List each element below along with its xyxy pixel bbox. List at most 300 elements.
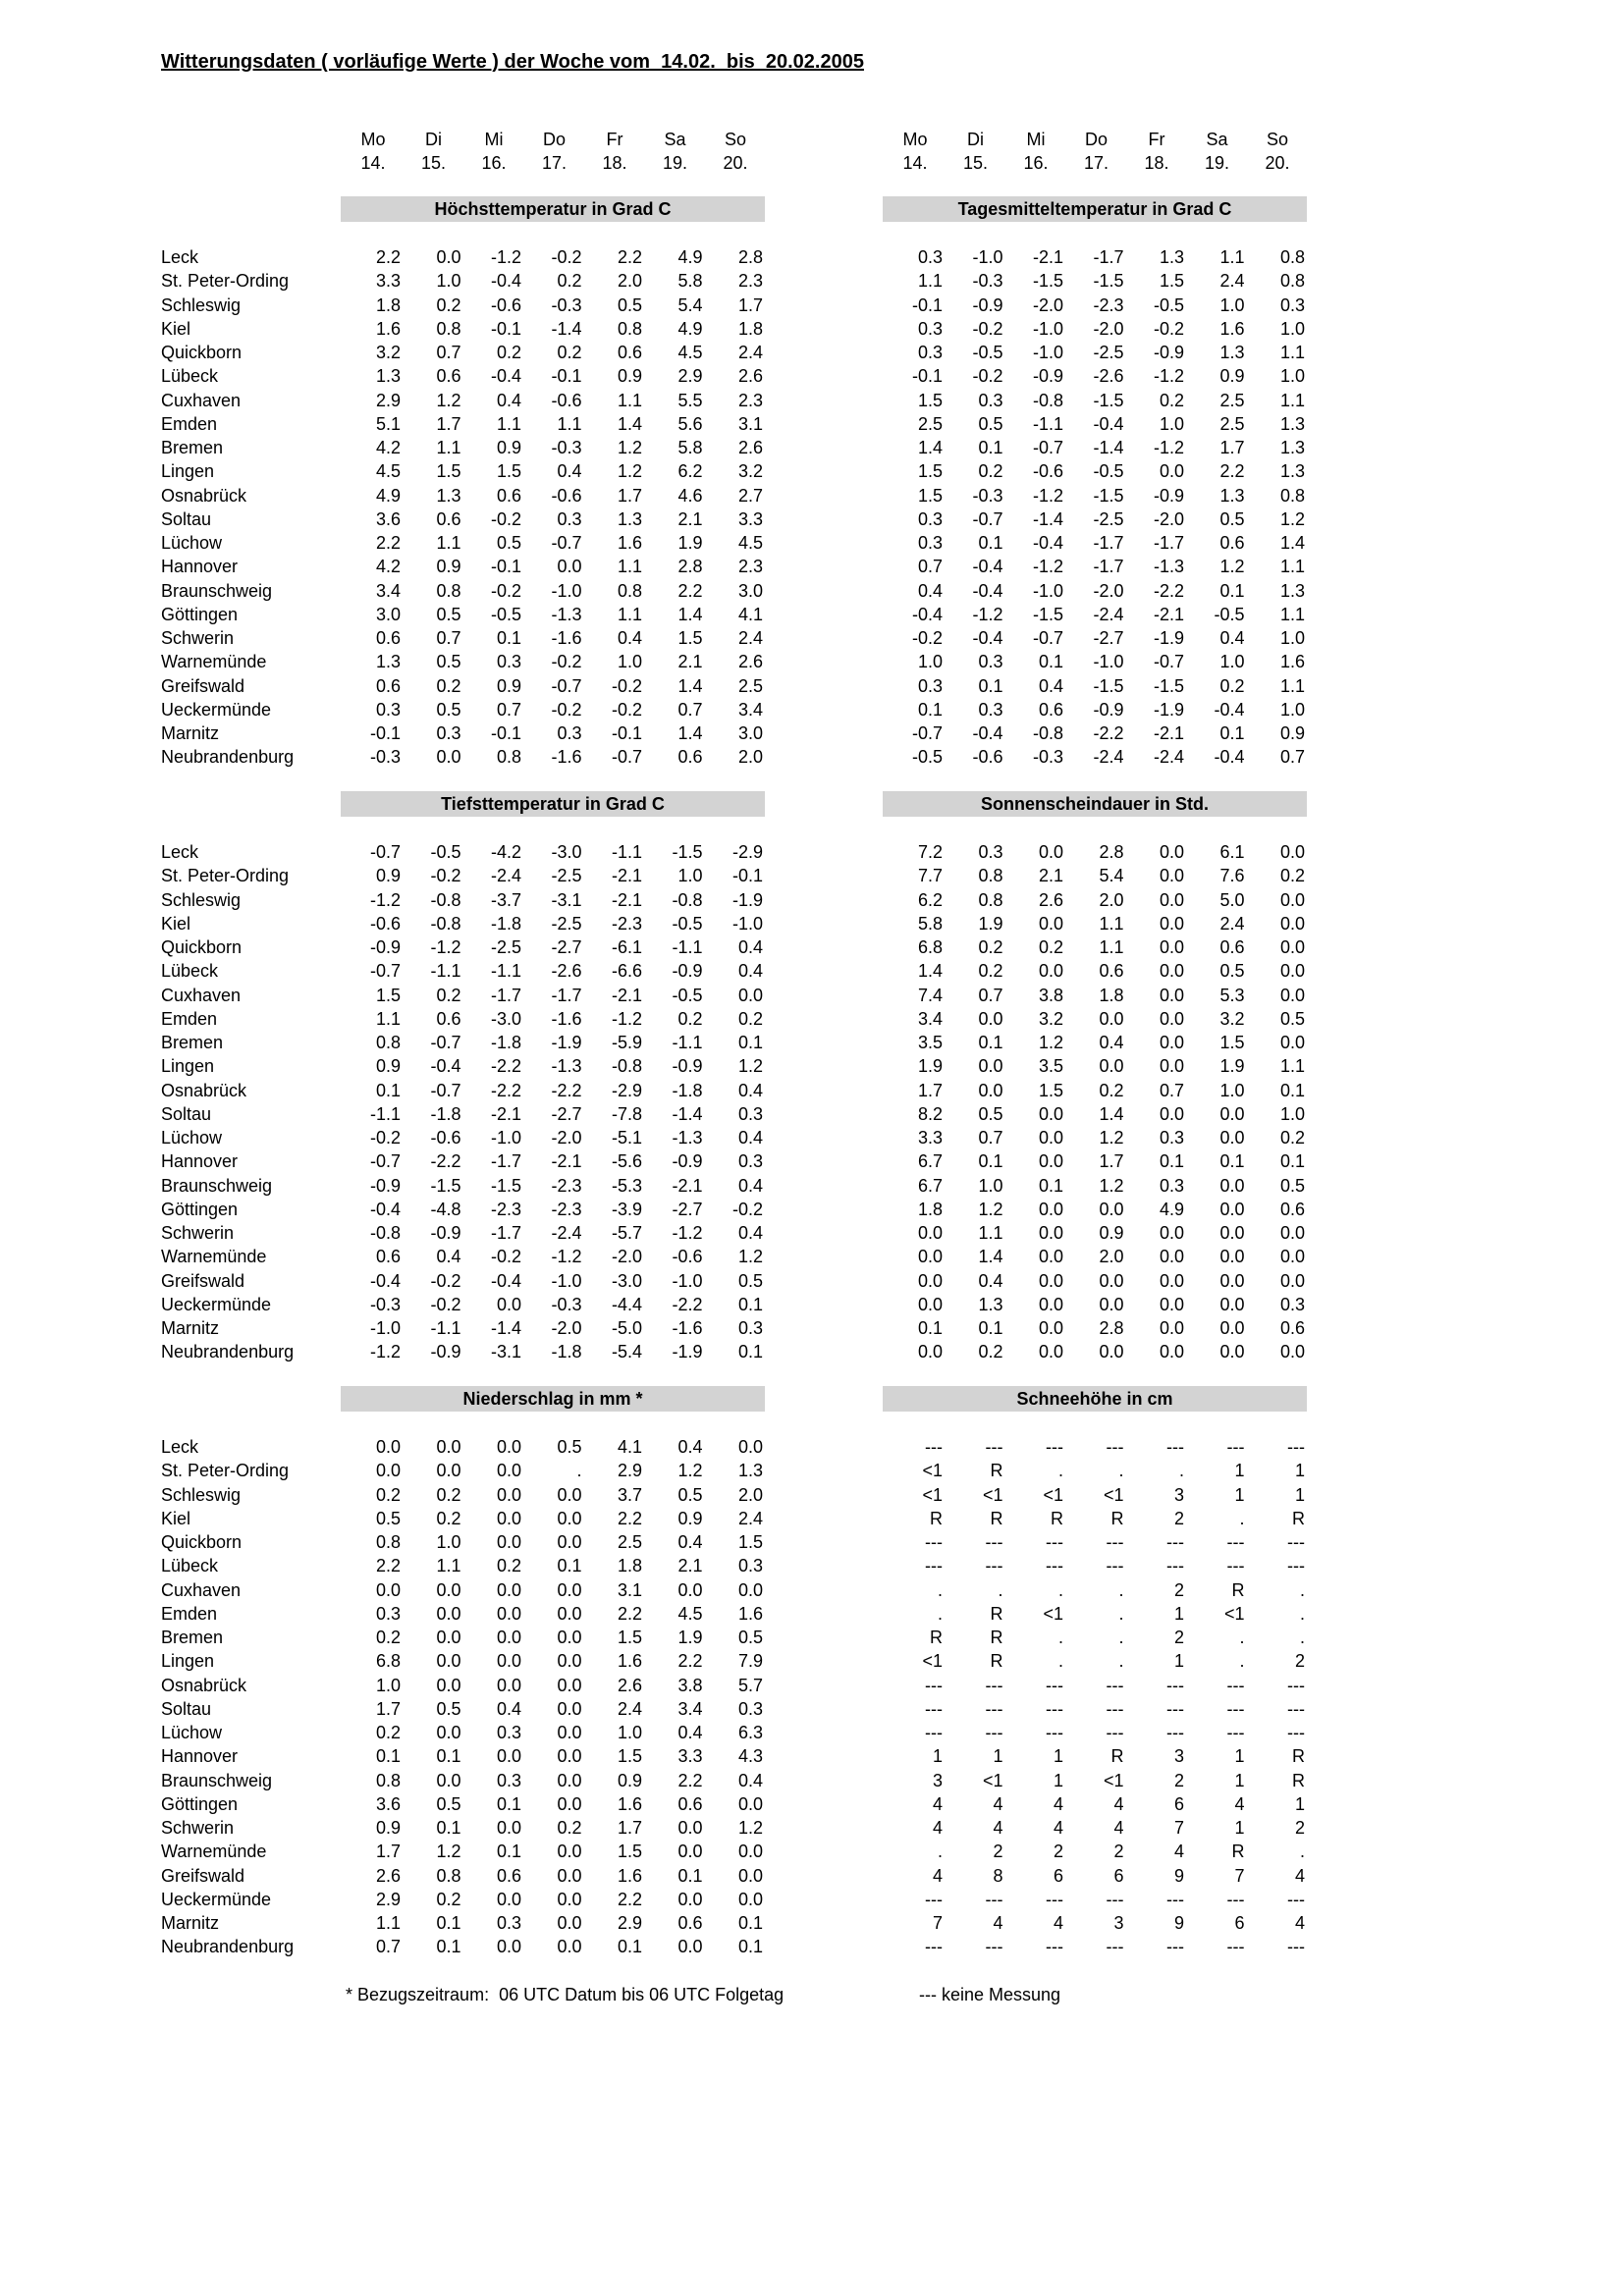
table-cell: 0.9 bbox=[1099, 1223, 1124, 1243]
table-cell: --- bbox=[1046, 1532, 1063, 1552]
table-cell: -3.1 bbox=[490, 1342, 521, 1362]
table-cell: 0.0 bbox=[557, 1889, 582, 1909]
table-cell: --- bbox=[1166, 1937, 1184, 1957]
table-cell: -3.7 bbox=[490, 889, 521, 910]
table-cell: 0.1 bbox=[375, 1080, 401, 1100]
footnote-no-measurement: --- keine Messung bbox=[919, 1985, 1061, 2004]
table-cell: -1.9 bbox=[1153, 699, 1184, 720]
table-cell: 0.0 bbox=[737, 1579, 763, 1600]
table-cell: -0.9 bbox=[1093, 699, 1124, 720]
table-cell: 1.7 bbox=[436, 413, 461, 434]
table-cell: . bbox=[1118, 1603, 1124, 1624]
table-cell: 0.2 bbox=[436, 1889, 461, 1909]
table-cell: 1.4 bbox=[617, 413, 642, 434]
table-cell: --- bbox=[985, 1437, 1003, 1457]
table-cell: 0.1 bbox=[978, 1318, 1003, 1338]
table-cell: 2.0 bbox=[1099, 1247, 1124, 1267]
table-cell: 4 bbox=[1113, 1793, 1124, 1814]
table-cell: 0.3 bbox=[978, 390, 1003, 410]
table-cell: R bbox=[930, 1628, 943, 1647]
station-name: Emden bbox=[161, 1008, 218, 1029]
table-cell: -0.3 bbox=[972, 271, 1003, 292]
table-cell: -0.7 bbox=[369, 1151, 401, 1172]
table-cell: R bbox=[990, 1461, 1003, 1481]
day-label: Mo bbox=[902, 130, 928, 149]
table-cell: 0.5 bbox=[978, 413, 1003, 434]
table-cell: 4 bbox=[1053, 1793, 1063, 1814]
station-name: Soltau bbox=[161, 508, 212, 529]
table-cell: 0.2 bbox=[375, 1484, 401, 1505]
table-cell: 3.2 bbox=[737, 461, 763, 482]
table-cell: 0.0 bbox=[1159, 1247, 1184, 1267]
table-cell: 1.1 bbox=[1219, 247, 1245, 267]
table-cell: 1.3 bbox=[1219, 485, 1245, 506]
table-cell: -0.6 bbox=[551, 390, 582, 410]
table-cell: 0.1 bbox=[496, 628, 521, 648]
station-name: St. Peter-Ording bbox=[161, 271, 290, 292]
table-cell: 0.0 bbox=[1219, 1175, 1245, 1196]
table-cell: 1.5 bbox=[917, 390, 943, 410]
table-cell: 0.3 bbox=[917, 318, 943, 339]
table-cell: 4 bbox=[1113, 1818, 1124, 1838]
station-name: Osnabrück bbox=[161, 1675, 247, 1695]
table-cell: -0.7 bbox=[1032, 628, 1063, 648]
table-cell: -0.8 bbox=[1032, 390, 1063, 410]
table-cell: -0.4 bbox=[972, 580, 1003, 601]
table-cell: 3.5 bbox=[1038, 1056, 1063, 1077]
table-cell: 0.0 bbox=[496, 1628, 521, 1647]
station-name: Marnitz bbox=[161, 1913, 220, 1933]
table-cell: 0.1 bbox=[496, 1842, 521, 1862]
table-cell: -0.7 bbox=[430, 1033, 461, 1052]
station-name: Bremen bbox=[161, 438, 224, 457]
table-cell: -0.8 bbox=[430, 889, 461, 910]
table-cell: 5.0 bbox=[1219, 889, 1245, 910]
table-cell: -2.4 bbox=[551, 1223, 582, 1243]
station-name: Bremen bbox=[161, 1628, 224, 1647]
table-cell: 0.8 bbox=[375, 1033, 401, 1052]
table-cell: 0.3 bbox=[978, 842, 1003, 862]
station-name: Marnitz bbox=[161, 1318, 220, 1338]
table-cell: 1.1 bbox=[1279, 604, 1305, 624]
table-cell: 0.0 bbox=[496, 1746, 521, 1767]
table-cell: -1.4 bbox=[490, 1318, 521, 1338]
table-cell: 0.6 bbox=[1279, 1199, 1305, 1219]
table-cell: 0.0 bbox=[436, 1675, 461, 1695]
table-cell: 1.2 bbox=[737, 1818, 763, 1838]
station-name: Göttingen bbox=[161, 1793, 239, 1814]
table-cell: 0.0 bbox=[557, 1484, 582, 1505]
table-cell: . bbox=[937, 1579, 943, 1600]
table-cell: 3.3 bbox=[917, 1128, 943, 1148]
table-cell: 2.6 bbox=[1038, 889, 1063, 910]
table-cell: -0.5 bbox=[1214, 604, 1245, 624]
table-cell: --- bbox=[925, 1889, 943, 1909]
table-cell: -0.1 bbox=[490, 723, 521, 743]
table-cell: --- bbox=[1287, 1556, 1305, 1576]
table-cell: 1.2 bbox=[436, 1842, 461, 1862]
table-cell: -0.9 bbox=[672, 961, 703, 982]
day-label: So bbox=[1266, 130, 1289, 149]
date-label: 20. bbox=[723, 153, 748, 173]
table-cell: 0.0 bbox=[436, 1603, 461, 1624]
table-cell: 0.8 bbox=[617, 318, 642, 339]
table-cell: . bbox=[937, 1603, 943, 1624]
table-cell: -0.2 bbox=[430, 1270, 461, 1291]
table-cell: --- bbox=[1166, 1698, 1184, 1719]
table-cell: 0.1 bbox=[436, 1746, 461, 1767]
table-cell: -0.7 bbox=[369, 961, 401, 982]
table-cell: R bbox=[990, 1508, 1003, 1528]
table-cell: 0.4 bbox=[617, 628, 642, 648]
table-cell: 0.0 bbox=[1279, 1342, 1305, 1362]
table-cell: 1.4 bbox=[917, 438, 943, 457]
table-cell: -0.4 bbox=[1214, 699, 1245, 720]
station-name: Osnabrück bbox=[161, 485, 247, 506]
table-cell: 0.0 bbox=[496, 1508, 521, 1528]
table-cell: 0.5 bbox=[436, 1793, 461, 1814]
table-cell: -0.3 bbox=[369, 747, 401, 768]
table-cell: --- bbox=[1226, 1937, 1245, 1957]
table-cell: 0.0 bbox=[1038, 1103, 1063, 1124]
table-cell: 1.0 bbox=[375, 1675, 401, 1695]
table-cell: --- bbox=[985, 1723, 1003, 1742]
table-cell: -1.0 bbox=[490, 1128, 521, 1148]
table-cell: -2.3 bbox=[551, 1175, 582, 1196]
table-cell: -1.3 bbox=[1153, 557, 1184, 577]
table-cell: -0.7 bbox=[611, 747, 642, 768]
table-cell: 0.2 bbox=[978, 461, 1003, 482]
table-cell: -0.4 bbox=[911, 604, 943, 624]
table-cell: . bbox=[1118, 1651, 1124, 1672]
table-cell: 2.4 bbox=[737, 343, 763, 362]
station-name: Emden bbox=[161, 413, 218, 434]
table-cell: 3.6 bbox=[375, 508, 401, 529]
table-cell: . bbox=[1118, 1628, 1124, 1647]
table-cell: -0.6 bbox=[972, 747, 1003, 768]
table-cell: 0.1 bbox=[978, 675, 1003, 696]
table-cell: --- bbox=[1106, 1532, 1124, 1552]
table-cell: -3.1 bbox=[551, 889, 582, 910]
table-cell: 1.5 bbox=[617, 1628, 642, 1647]
table-cell: -2.2 bbox=[490, 1080, 521, 1100]
table-cell: 2.2 bbox=[375, 533, 401, 553]
table-cell: -1.1 bbox=[490, 961, 521, 982]
table-cell: -1.0 bbox=[672, 1270, 703, 1291]
table-cell: 0.0 bbox=[557, 1913, 582, 1933]
table-cell: 0.0 bbox=[737, 1889, 763, 1909]
table-cell: 1.3 bbox=[978, 1294, 1003, 1314]
day-label: Do bbox=[542, 130, 566, 149]
table-cell: 0.5 bbox=[617, 294, 642, 315]
table-cell: 5.3 bbox=[1219, 985, 1245, 1005]
day-label: Fr bbox=[1148, 130, 1165, 149]
table-cell: 0.6 bbox=[1219, 937, 1245, 957]
table-cell: 6 bbox=[1053, 1865, 1063, 1886]
table-cell: 0.0 bbox=[1219, 1270, 1245, 1291]
table-cell: 2.2 bbox=[375, 1556, 401, 1576]
table-cell: 1.2 bbox=[1219, 557, 1245, 577]
table-cell: 0.0 bbox=[557, 1793, 582, 1814]
table-cell: -0.2 bbox=[611, 699, 642, 720]
station-name: Lingen bbox=[161, 461, 215, 482]
table-cell: 4 bbox=[993, 1818, 1003, 1838]
table-cell: -2.5 bbox=[1093, 343, 1124, 362]
table-cell: 2.8 bbox=[1099, 842, 1124, 862]
table-cell: -1.8 bbox=[490, 913, 521, 934]
table-cell: -2.0 bbox=[1093, 580, 1124, 601]
table-cell: 3.0 bbox=[737, 580, 763, 601]
table-cell: -0.4 bbox=[1032, 533, 1063, 553]
station-name: Emden bbox=[161, 1603, 218, 1624]
table-cell: 7 bbox=[932, 1913, 943, 1933]
table-cell: 0.3 bbox=[978, 652, 1003, 672]
table-cell: 2.0 bbox=[737, 1484, 763, 1505]
table-cell: <1 bbox=[922, 1651, 943, 1672]
station-name: Leck bbox=[161, 842, 199, 862]
table-cell: 0.1 bbox=[737, 1913, 763, 1933]
station-name: St. Peter-Ording bbox=[161, 1461, 290, 1481]
station-name: Schleswig bbox=[161, 294, 242, 315]
table-cell: 3.1 bbox=[617, 1579, 642, 1600]
table-cell: 0.0 bbox=[557, 1723, 582, 1742]
table-cell: 0.0 bbox=[917, 1294, 943, 1314]
table-cell: 0.2 bbox=[1219, 675, 1245, 696]
table-cell: 1.1 bbox=[557, 413, 582, 434]
table-cell: 0.7 bbox=[677, 699, 703, 720]
table-cell: 0.6 bbox=[1099, 961, 1124, 982]
table-cell: 1.9 bbox=[917, 1056, 943, 1077]
table-cell: 1 bbox=[1294, 1793, 1305, 1814]
table-cell: 0.0 bbox=[436, 1770, 461, 1790]
table-cell: <1 bbox=[982, 1484, 1003, 1505]
table-cell: 3.2 bbox=[1038, 1008, 1063, 1029]
table-cell: 7.2 bbox=[917, 842, 943, 862]
table-cell: 0.5 bbox=[436, 1698, 461, 1719]
table-cell: 2.5 bbox=[1219, 413, 1245, 434]
table-cell: 1.1 bbox=[436, 438, 461, 457]
table-cell: 0.1 bbox=[917, 699, 943, 720]
table-cell: -1.2 bbox=[430, 937, 461, 957]
table-cell: 0.6 bbox=[677, 1793, 703, 1814]
table-cell: --- bbox=[1226, 1723, 1245, 1742]
table-cell: 0.4 bbox=[737, 1080, 763, 1100]
table-cell: 1.2 bbox=[978, 1199, 1003, 1219]
table-cell: 1.3 bbox=[737, 1461, 763, 1481]
table-cell: -5.9 bbox=[611, 1033, 642, 1052]
table-cell: 0.1 bbox=[1219, 723, 1245, 743]
table-cell: 0.1 bbox=[496, 1793, 521, 1814]
table-cell: 1.1 bbox=[1279, 557, 1305, 577]
table-cell: -2.7 bbox=[672, 1199, 703, 1219]
table-cell: -1.7 bbox=[1153, 533, 1184, 553]
table-cell: -2.5 bbox=[551, 866, 582, 886]
station-name: Schwerin bbox=[161, 1818, 235, 1838]
table-cell: 1.3 bbox=[1279, 580, 1305, 601]
table-cell: -0.4 bbox=[490, 1270, 521, 1291]
table-cell: 0.6 bbox=[617, 343, 642, 362]
table-cell: 5.6 bbox=[677, 413, 703, 434]
table-cell: -0.2 bbox=[430, 866, 461, 886]
table-cell: -1.1 bbox=[430, 961, 461, 982]
table-cell: 4 bbox=[932, 1865, 943, 1886]
table-cell: 0.3 bbox=[737, 1151, 763, 1172]
table-cell: 0.0 bbox=[1159, 1318, 1184, 1338]
table-cell: 2.0 bbox=[617, 271, 642, 292]
station-name: Greifswald bbox=[161, 1270, 245, 1291]
day-label: Di bbox=[425, 130, 442, 149]
day-label: Sa bbox=[664, 130, 686, 149]
table-cell: -2.1 bbox=[490, 1103, 521, 1124]
station-name: Quickborn bbox=[161, 1532, 243, 1552]
table-cell: -1.9 bbox=[731, 889, 763, 910]
station-name: Bremen bbox=[161, 1033, 224, 1052]
station-name: Kiel bbox=[161, 913, 191, 934]
station-name: Ueckermünde bbox=[161, 1294, 272, 1314]
table-cell: 3.2 bbox=[375, 343, 401, 362]
table-cell: -1.5 bbox=[1032, 604, 1063, 624]
table-cell: 0.2 bbox=[557, 1818, 582, 1838]
table-cell: --- bbox=[1226, 1532, 1245, 1552]
table-cell: -0.1 bbox=[490, 557, 521, 577]
table-cell: 0.1 bbox=[978, 1033, 1003, 1052]
table-cell: 0.0 bbox=[1159, 842, 1184, 862]
date-label: 14. bbox=[902, 153, 928, 173]
table-cell: 0.0 bbox=[1279, 1033, 1305, 1052]
table-cell: 0.0 bbox=[557, 1628, 582, 1647]
table-cell: -2.4 bbox=[1153, 747, 1184, 768]
station-name: Warnemünde bbox=[161, 1247, 267, 1267]
table-cell: 0.3 bbox=[1159, 1128, 1184, 1148]
table-cell: 0.1 bbox=[1219, 580, 1245, 601]
table-cell: 0.8 bbox=[496, 747, 521, 768]
date-label: 14. bbox=[360, 153, 386, 173]
table-cell: --- bbox=[1106, 1556, 1124, 1576]
table-cell: 1.0 bbox=[1279, 699, 1305, 720]
table-cell: 1.4 bbox=[677, 604, 703, 624]
table-cell: -2.9 bbox=[611, 1080, 642, 1100]
table-cell: 0.0 bbox=[1038, 1223, 1063, 1243]
table-cell: 0.8 bbox=[375, 1770, 401, 1790]
table-cell: 1 bbox=[932, 1746, 943, 1767]
table-cell: -1.5 bbox=[490, 1175, 521, 1196]
table-cell: 6.7 bbox=[917, 1175, 943, 1196]
table-cell: -1.2 bbox=[490, 247, 521, 267]
table-cell: 0.3 bbox=[917, 533, 943, 553]
table-cell: 2.2 bbox=[1219, 461, 1245, 482]
table-cell: 0.0 bbox=[496, 1484, 521, 1505]
table-cell: 4.5 bbox=[677, 1603, 703, 1624]
table-cell: --- bbox=[1287, 1937, 1305, 1957]
table-cell: 0.0 bbox=[1219, 1318, 1245, 1338]
table-cell: 0.0 bbox=[917, 1270, 943, 1291]
table-cell: 0.0 bbox=[436, 1651, 461, 1672]
table-cell: -1.0 bbox=[972, 247, 1003, 267]
table-cell: -0.5 bbox=[911, 747, 943, 768]
table-cell: --- bbox=[985, 1889, 1003, 1909]
table-cell: 1.6 bbox=[1219, 318, 1245, 339]
table-cell: 1.6 bbox=[737, 1603, 763, 1624]
table-cell: 1.6 bbox=[617, 1793, 642, 1814]
table-cell: -1.0 bbox=[1032, 318, 1063, 339]
table-cell: <1 bbox=[922, 1484, 943, 1505]
table-cell: 6.1 bbox=[1219, 842, 1245, 862]
table-cell: 0.0 bbox=[1279, 889, 1305, 910]
table-cell: 0.3 bbox=[737, 1556, 763, 1576]
date-label: 16. bbox=[1023, 153, 1049, 173]
table-cell: 0.3 bbox=[557, 508, 582, 529]
table-cell: 1.5 bbox=[677, 628, 703, 648]
table-cell: 0.0 bbox=[1159, 1103, 1184, 1124]
table-cell: 2.3 bbox=[737, 271, 763, 292]
table-cell: 9 bbox=[1173, 1913, 1184, 1933]
table-cell: 0.0 bbox=[557, 1532, 582, 1552]
table-cell: -2.1 bbox=[611, 866, 642, 886]
table-cell: 7.9 bbox=[737, 1651, 763, 1672]
table-cell: 0.1 bbox=[557, 1556, 582, 1576]
table-cell: 0.7 bbox=[978, 1128, 1003, 1148]
table-cell: 2.2 bbox=[617, 1889, 642, 1909]
table-cell: 0.3 bbox=[917, 247, 943, 267]
table-cell: 0.2 bbox=[375, 1723, 401, 1742]
table-cell: 0.0 bbox=[496, 1579, 521, 1600]
date-label: 18. bbox=[1144, 153, 1169, 173]
table-cell: 0.0 bbox=[917, 1342, 943, 1362]
table-cell: -1.7 bbox=[490, 1151, 521, 1172]
table-cell: 0.4 bbox=[677, 1723, 703, 1742]
table-cell: -0.5 bbox=[1093, 461, 1124, 482]
table-cell: 2.1 bbox=[677, 1556, 703, 1576]
table-cell: -2.4 bbox=[1093, 604, 1124, 624]
table-cell: -5.4 bbox=[611, 1342, 642, 1362]
table-cell: 7.4 bbox=[917, 985, 943, 1005]
table-cell: -1.3 bbox=[672, 1128, 703, 1148]
table-cell: 0.0 bbox=[1159, 866, 1184, 886]
table-cell: 0.5 bbox=[737, 1270, 763, 1291]
table-cell: -0.8 bbox=[672, 889, 703, 910]
table-cell: 1.1 bbox=[978, 1223, 1003, 1243]
table-cell: -1.1 bbox=[1032, 413, 1063, 434]
table-cell: 4.6 bbox=[677, 485, 703, 506]
table-cell: 0.0 bbox=[557, 1698, 582, 1719]
table-cell: 3.5 bbox=[917, 1033, 943, 1052]
table-cell: 2.6 bbox=[737, 366, 763, 387]
table-cell: 0.0 bbox=[496, 1675, 521, 1695]
table-cell: -1.2 bbox=[1153, 366, 1184, 387]
table-cell: 0.0 bbox=[375, 1579, 401, 1600]
table-cell: -1.9 bbox=[672, 1342, 703, 1362]
table-cell: --- bbox=[1106, 1437, 1124, 1457]
station-name: Ueckermünde bbox=[161, 1889, 272, 1909]
table-cell: 0.2 bbox=[557, 271, 582, 292]
table-cell: 2.5 bbox=[737, 675, 763, 696]
table-cell: 1.4 bbox=[1099, 1103, 1124, 1124]
table-cell: 1.6 bbox=[1279, 652, 1305, 672]
table-cell: 1.0 bbox=[1219, 1080, 1245, 1100]
table-cell: 2.0 bbox=[737, 747, 763, 768]
table-cell: 0.0 bbox=[677, 1937, 703, 1957]
table-cell: 0.2 bbox=[978, 937, 1003, 957]
table-cell: -1.5 bbox=[1093, 390, 1124, 410]
table-cell: 1 bbox=[1294, 1461, 1305, 1481]
table-cell: -1.1 bbox=[369, 1103, 401, 1124]
table-cell: 3.0 bbox=[737, 723, 763, 743]
table-cell: 0.6 bbox=[496, 485, 521, 506]
table-cell: -0.5 bbox=[430, 842, 461, 862]
table-cell: 0.1 bbox=[737, 1342, 763, 1362]
table-cell: 0.0 bbox=[1038, 1294, 1063, 1314]
table-cell: 0.1 bbox=[436, 1937, 461, 1957]
